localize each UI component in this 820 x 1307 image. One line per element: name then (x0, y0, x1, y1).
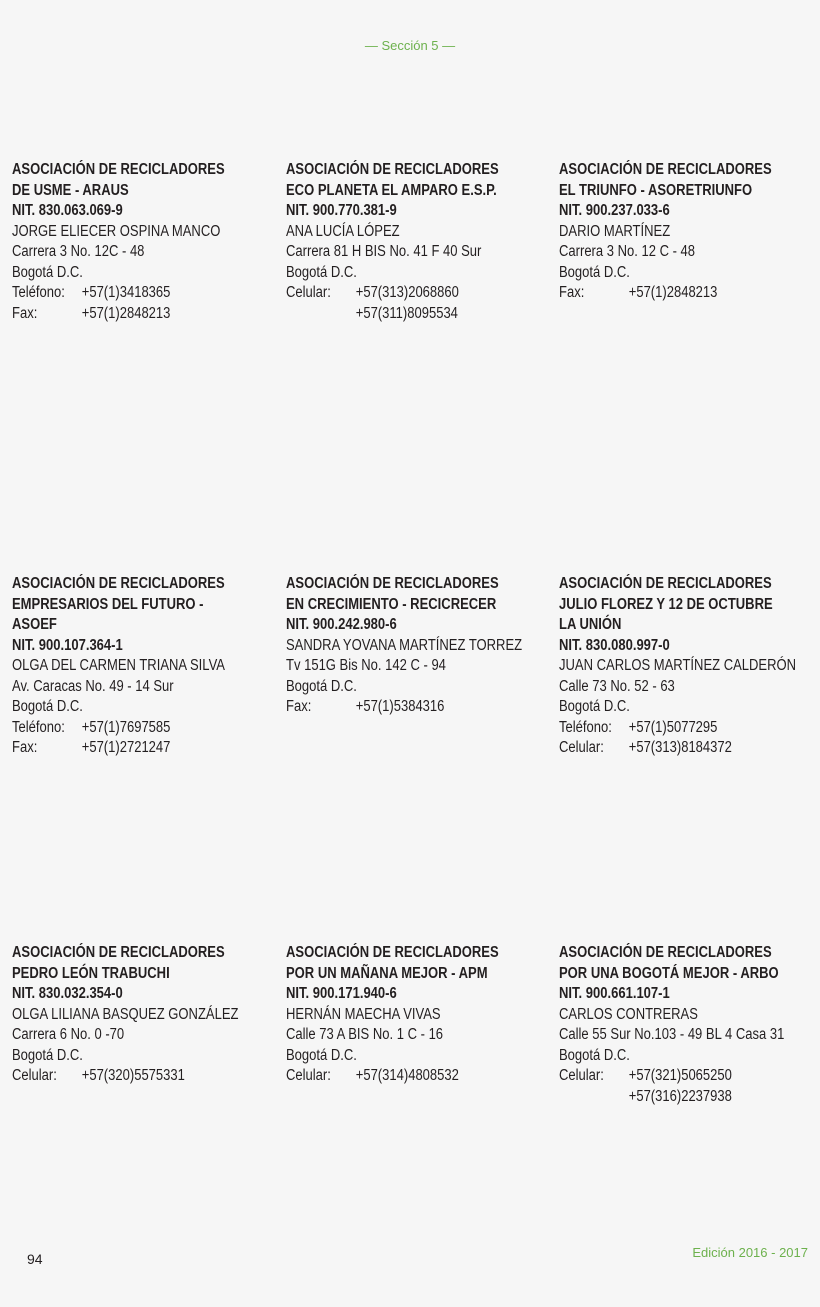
directory-entry (286, 943, 546, 1087)
organization-name-line: ASOCIACIÓN DE RECICLADORES (559, 575, 772, 592)
phone-row (559, 283, 819, 304)
organization-name-line: DE USME - ARAUS (12, 181, 129, 199)
organization-name-line: ASOCIACIÓN DE RECICLADORES (286, 161, 499, 178)
address: Carrera 81 H BIS No. 41 F 40 Sur (286, 243, 482, 260)
phone-label: Teléfono: (12, 284, 65, 301)
city: Bogotá D.C. (12, 1046, 83, 1064)
organization-name-line: PEDRO LEÓN TRABUCHI (12, 964, 170, 982)
phone-label: Fax: (12, 304, 38, 322)
phone-label: Teléfono: (12, 718, 65, 736)
organization-name-line: POR UNA BOGOTÁ MEJOR - ARBO (559, 964, 779, 982)
organization-name-line: ASOCIACIÓN DE RECICLADORES (12, 161, 225, 178)
address: Carrera 6 No. 0 -70 (12, 1026, 125, 1043)
contact-name: SANDRA YOVANA MARTÍNEZ TORREZ (286, 636, 523, 654)
organization-name-line: ASOCIACIÓN DE RECICLADORES (286, 944, 499, 961)
phone-label: Celular: (559, 1067, 604, 1084)
phone-label: Fax: (559, 284, 585, 301)
nit-number: NIT. 830.080.997-0 (559, 636, 670, 654)
phone-label: Celular: (286, 284, 331, 301)
directory-entry (559, 160, 819, 304)
address: Calle 55 Sur No.103 - 49 BL 4 Casa 31 (559, 1026, 785, 1043)
phone-label (559, 1087, 629, 1108)
phone-number: +57(313)2068860 (355, 284, 459, 301)
phone-row (559, 1066, 819, 1087)
organization-name-line: EL TRIUNFO - ASORETRIUNFO (559, 181, 753, 199)
organization-name-line: ASOCIACIÓN DE RECICLADORES (12, 944, 225, 961)
phone-row (559, 738, 819, 759)
contact-name: JUAN CARLOS MARTÍNEZ CALDERÓN (559, 657, 797, 674)
address: Av. Caracas No. 49 - 14 Sur (12, 677, 174, 695)
city: Bogotá D.C. (12, 263, 83, 281)
phone-row (286, 697, 546, 718)
organization-name-line: EMPRESARIOS DEL FUTURO - (12, 595, 204, 613)
phone-number: +57(1)5077295 (628, 718, 718, 736)
phone-row (286, 304, 546, 325)
contact-name: OLGA LILIANA BASQUEZ GONZÁLEZ (12, 1005, 239, 1023)
address: Tv 151G Bis No. 142 C - 94 (286, 657, 446, 674)
phone-row (559, 1087, 819, 1108)
directory-entry (559, 574, 819, 759)
nit-number: NIT. 900.237.033-6 (559, 202, 670, 219)
nit-number: NIT. 900.171.940-6 (286, 985, 397, 1002)
organization-name-line: POR UN MAÑANA MEJOR - APM (286, 964, 488, 982)
organization-name-line: EN CRECIMIENTO - RECICRECER (286, 595, 497, 613)
nit-number: NIT. 900.770.381-9 (286, 202, 397, 219)
organization-name-line: ASOEF (12, 616, 57, 633)
phone-number: +57(1)5384316 (355, 698, 445, 715)
city: Bogotá D.C. (286, 263, 357, 281)
phone-label: Celular: (12, 1067, 57, 1084)
contact-name: CARLOS CONTRERAS (559, 1005, 698, 1023)
phone-row (12, 718, 272, 739)
city: Bogotá D.C. (559, 1046, 630, 1064)
phone-row (286, 1066, 546, 1087)
contact-name: DARIO MARTÍNEZ (559, 222, 671, 240)
city: Bogotá D.C. (559, 263, 630, 281)
city: Bogotá D.C. (559, 698, 630, 715)
phone-row (559, 718, 819, 739)
phone-row (12, 1066, 272, 1087)
city: Bogotá D.C. (12, 698, 83, 715)
section-title: — Sección 5 — (364, 38, 456, 53)
phone-number: +57(311)8095534 (355, 304, 458, 322)
phone-number: +57(1)3418365 (81, 284, 171, 301)
nit-number: NIT. 900.661.107-1 (559, 985, 670, 1002)
phone-number: +57(320)5575331 (81, 1067, 185, 1084)
contact-name: HERNÁN MAECHA VIVAS (286, 1005, 441, 1023)
address: Carrera 3 No. 12C - 48 (12, 243, 145, 260)
phone-number: +57(1)2721247 (81, 739, 171, 756)
city: Bogotá D.C. (286, 1046, 357, 1064)
contact-name: JORGE ELIECER OSPINA MANCO (12, 222, 221, 240)
contact-name: ANA LUCÍA LÓPEZ (286, 222, 400, 240)
phone-number: +57(314)4808532 (355, 1067, 459, 1084)
address: Carrera 3 No. 12 C - 48 (559, 243, 696, 260)
address: Calle 73 A BIS No. 1 C - 16 (286, 1026, 444, 1043)
phone-label: Fax: (286, 698, 312, 715)
phone-number: +57(316)2237938 (628, 1087, 732, 1105)
organization-name-line: JULIO FLOREZ Y 12 DE OCTUBRE (559, 595, 773, 613)
phone-row (12, 304, 272, 325)
directory-entry (12, 574, 272, 759)
organization-name-line: ASOCIACIÓN DE RECICLADORES (286, 575, 499, 592)
city: Bogotá D.C. (286, 677, 357, 695)
phone-number: +57(313)8184372 (628, 739, 732, 756)
address: Calle 73 No. 52 - 63 (559, 677, 675, 695)
phone-row (286, 283, 546, 304)
directory-entry (286, 574, 546, 718)
phone-number: +57(1)2848213 (81, 304, 171, 322)
organization-name-line: LA UNIÓN (559, 616, 622, 633)
organization-name-line: ECO PLANETA EL AMPARO E.S.P. (286, 181, 497, 199)
phone-row (12, 283, 272, 304)
phone-number: +57(321)5065250 (628, 1067, 732, 1084)
organization-name-line: ASOCIACIÓN DE RECICLADORES (559, 161, 772, 178)
directory-entry (559, 943, 819, 1107)
directory-entry (12, 160, 272, 324)
nit-number: NIT. 900.107.364-1 (12, 636, 123, 654)
directory-entry (12, 943, 272, 1087)
contact-name: OLGA DEL CARMEN TRIANA SILVA (12, 657, 225, 674)
nit-number: NIT. 830.032.354-0 (12, 985, 123, 1002)
phone-label (286, 304, 356, 325)
organization-name-line: ASOCIACIÓN DE RECICLADORES (559, 944, 772, 961)
edition-label: Edición 2016 - 2017 (692, 1245, 808, 1260)
nit-number: NIT. 830.063.069-9 (12, 202, 123, 219)
phone-row (12, 738, 272, 759)
page-number: 94 (27, 1251, 43, 1267)
phone-label: Celular: (286, 1067, 331, 1084)
phone-label: Fax: (12, 739, 38, 756)
directory-entry (286, 160, 546, 324)
nit-number: NIT. 900.242.980-6 (286, 616, 397, 633)
phone-number: +57(1)2848213 (628, 284, 718, 301)
phone-label: Teléfono: (559, 718, 612, 736)
phone-number: +57(1)7697585 (81, 718, 171, 736)
phone-label: Celular: (559, 739, 604, 756)
organization-name-line: ASOCIACIÓN DE RECICLADORES (12, 575, 225, 592)
